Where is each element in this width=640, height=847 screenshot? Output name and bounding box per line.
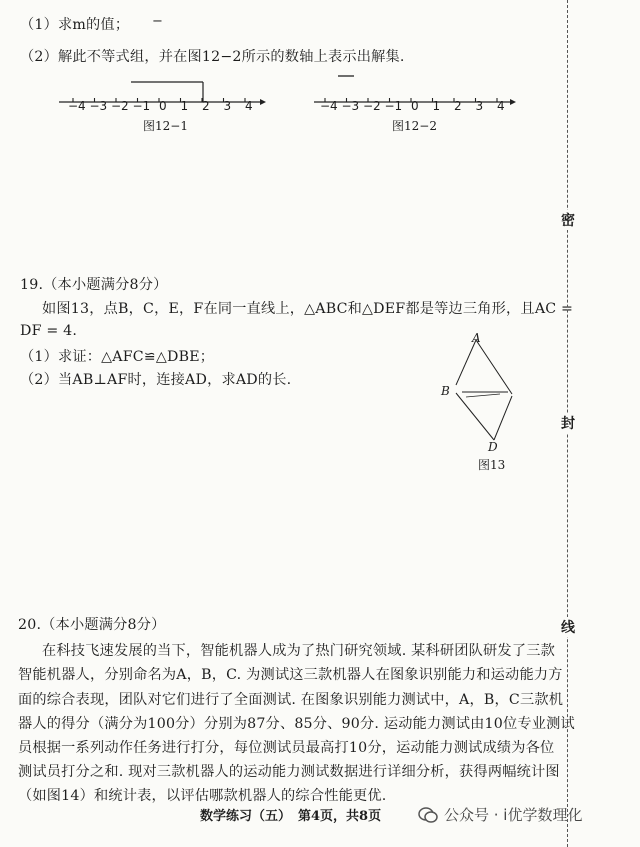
tick-label: 4 — [497, 99, 505, 113]
q18-part2: （2）解此不等式组，并在图12−2所示的数轴上表示出解集. — [20, 49, 405, 65]
tick-label: −2 — [111, 99, 129, 113]
q20-heading: 20.（本小题满分8分） — [18, 617, 166, 633]
q19-line2: DF = 4. — [20, 323, 78, 339]
tick-label: −2 — [363, 99, 381, 113]
q20-line-4: 器人的得分（满分为100分）分别为87分、85分、90分. 运动能力测试由10位专业测试 — [18, 716, 575, 732]
tick-label: 3 — [223, 99, 232, 113]
watermark-text: 公众号 · i优学数理化 — [444, 806, 583, 824]
q19-part1: （1）求证：△AFC≌△DBE； — [20, 349, 215, 365]
fig12-2-caption: 图12−2 — [392, 119, 437, 133]
wechat-icon — [418, 807, 438, 823]
q19-heading: 19.（本小题满分8分） — [20, 277, 168, 293]
q20-line-5: 员根据一系列动作任务进行打分，每位测试员最高打10分，运动能力测试成绩为各位 — [18, 740, 555, 756]
tick-label: −4 — [68, 99, 86, 113]
tick-labels-fig12-2 — [315, 99, 515, 115]
seal-char-xian: 线 — [559, 617, 577, 637]
q20-line-6: 测试员打分之和. 现对三款机器人的运动能力测试数据进行详细分析，获得两幅统计图 — [18, 764, 560, 780]
seal-char-feng: 封 — [559, 413, 577, 433]
q20-line-2: 智能机器人，分别命名为A，B，C. 为测试这三款机器人在图象识别能力和运动能力方 — [18, 667, 563, 683]
label-a: A — [472, 331, 481, 345]
seal-char-mi: 密 — [559, 210, 577, 230]
segment-ab — [456, 340, 476, 385]
footer-title: 数学练习（五） — [200, 809, 292, 824]
watermark — [418, 804, 582, 825]
tick-label: 1 — [180, 99, 189, 113]
tick-label: −1 — [384, 99, 403, 113]
tick-label: −3 — [89, 99, 108, 113]
label-d: D — [488, 440, 498, 454]
label-b: B — [441, 384, 450, 398]
q19-part2: （2）当AB⊥AF时，连接AD，求AD的长. — [20, 372, 292, 388]
q20-line-7: （如图14）和统计表，以评估哪款机器人的综合性能更优. — [18, 788, 387, 804]
tick-label: 0 — [159, 99, 167, 113]
q19-line1: 如图13，点B，C，E，F在同一直线上，△ABC和△DEF都是等边三角形，且AC = — [42, 301, 574, 317]
segment-bd — [456, 393, 494, 440]
fig13-caption: 图13 — [478, 458, 506, 472]
tick-labels-fig12-1 — [60, 99, 270, 115]
answer-mark: − — [152, 14, 163, 29]
q18-part1: （1）求m的值； — [20, 17, 130, 33]
tick-label: 4 — [245, 99, 253, 113]
tick-label: 0 — [411, 99, 419, 113]
q20-line-3: 面的综合表现，团队对它们进行了全面测试. 在图象识别能力测试中，A，B，C三款机 — [18, 692, 564, 708]
tick-label: −1 — [132, 99, 151, 113]
segment-ed — [494, 396, 512, 440]
tick-label: 2 — [202, 99, 210, 113]
segment-ce — [466, 394, 500, 397]
tick-label: −3 — [341, 99, 360, 113]
q20-line-1: 在科技飞速发展的当下，智能机器人成为了热门研究领域. 某科研团队研发了三款 — [42, 643, 555, 659]
tick-label: 1 — [432, 99, 441, 113]
footer-page: 第4页，共8页 — [298, 809, 382, 824]
tick-label: −4 — [320, 99, 338, 113]
tick-label: 3 — [475, 99, 484, 113]
tick-label: 2 — [454, 99, 462, 113]
fig12-1-caption: 图12−1 — [143, 119, 188, 133]
segment-ac — [476, 340, 512, 394]
